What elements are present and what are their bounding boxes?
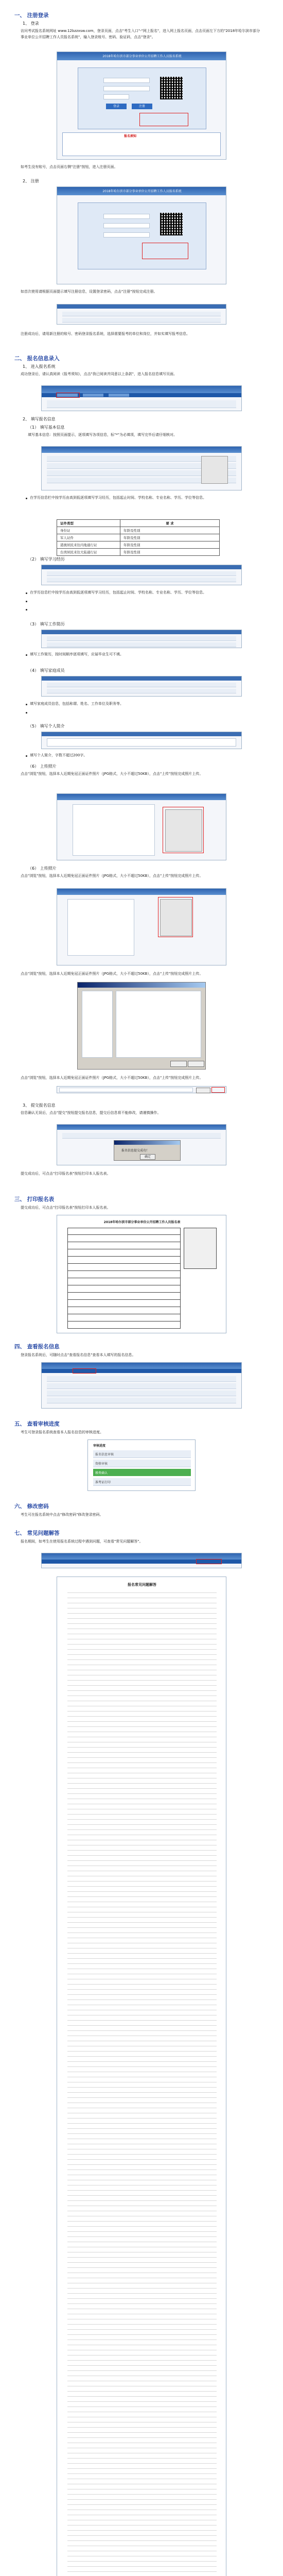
qr-code-icon: [160, 77, 183, 99]
highlight-box: [73, 1368, 96, 1374]
table-row: [57, 549, 220, 556]
highlight-box: [142, 243, 188, 259]
paragraph: 成功登录后，请认真阅读《报考须知》，点击"我已阅读并同意以上条款"，进入报名信息填写页面。: [21, 372, 177, 376]
bullet: [26, 704, 27, 705]
subsection-register: 2、 注册: [23, 179, 39, 183]
section-heading-print: 三、 打印报名表: [14, 1196, 55, 1202]
table-row: [57, 534, 220, 541]
subsection-upload: （6） 上传照片: [28, 866, 57, 871]
paragraph: 提交成功后，可点击"打印报名表"按钮打印本人报名表。: [21, 1172, 111, 1176]
family-screenshot: [41, 676, 242, 697]
bullet: [26, 601, 27, 602]
paragraph: 如首次使用请根据页面提示填写注册信息，设置登录密码，点击"注册"按钮完成注册。: [21, 290, 157, 294]
login-button[interactable]: 登录: [106, 104, 127, 109]
reg-field[interactable]: [103, 223, 150, 228]
intro-screenshot: [41, 732, 242, 749]
browse-button[interactable]: [196, 1088, 210, 1093]
paragraph: 登录报名系统后，可随时点击"查看报名信息"查看本人填写的报名信息。: [21, 1353, 136, 1357]
section-heading-entry: 二、 报名信息录入: [14, 355, 60, 362]
paragraph: 填写基本信息：按照页面提示，逐项填写各项信息，标"*"为必填项，填写完毕后请仔细核对。: [28, 433, 177, 437]
file-dialog: [77, 982, 206, 1070]
reg-field[interactable]: [103, 214, 150, 219]
education-screenshot: [41, 565, 242, 585]
subsection-fill-intro: （5） 填写个人简介: [28, 724, 65, 728]
table-header: 要 求: [120, 520, 220, 527]
table-cell: 年龄及性别: [120, 534, 220, 541]
faq-screenshot: [57, 1577, 226, 2576]
table-cell: 身份证: [57, 527, 120, 534]
subsection-photo: （6） 上传照片: [28, 764, 57, 769]
paragraph: 在学历信息栏中按学历由高到低逐项填写学习经历，包括起止时间、学校名称、专业名称、学历、学位等信息。: [30, 590, 206, 595]
bullet: [26, 654, 27, 656]
section-heading-password: 六、 修改密码: [14, 1503, 49, 1510]
subsection-fill-family: （4） 填写家庭成员: [28, 668, 65, 673]
progress-item: 资格审核: [95, 1462, 108, 1466]
table-row: [57, 527, 220, 534]
highlight-box: [56, 393, 80, 398]
faq-nav-screenshot: [41, 1553, 242, 1568]
photo-icon: [184, 1228, 217, 1269]
table-cell: 年龄及性别: [120, 527, 220, 534]
paragraph: 报名期间，如考生在使用报名系统过程中遇到问题，可查看"常见问题解答"。: [21, 1539, 143, 1544]
form-title: 2018年哈尔滨市部分事业单位公开招聘工作人员报名表: [103, 1221, 181, 1224]
subsection-fill: 2、 填写报名信息: [23, 417, 56, 421]
highlight-box: [163, 807, 204, 853]
reg-field[interactable]: [103, 232, 150, 238]
paragraph: 注册成功后，请用新注册的账号、密码登录报名系统，选择需要报考的单位和岗位，并如实填写报考信息。: [21, 332, 190, 336]
subsection-login: 1、 登录: [23, 21, 39, 26]
bullet: [26, 498, 27, 499]
paragraph: 填写家庭成员信息，包括称谓、姓名、工作单位及职务等。: [30, 702, 123, 706]
submit-screenshot: [57, 1124, 226, 1165]
section-heading-view: 四、 查看报名信息: [14, 1344, 60, 1350]
open-button[interactable]: [170, 1061, 187, 1067]
paragraph: 点击"浏览"按钮，选择本人近期免冠正面证件照片（JPG格式，大小不超过50KB），点击"上传"按钮完成照片上传。: [21, 772, 203, 776]
bullet: [26, 609, 27, 611]
view-info-screenshot: [41, 1362, 242, 1409]
progress-screenshot: [87, 1439, 196, 1491]
highlight-box: [139, 113, 188, 126]
captcha-field[interactable]: [103, 94, 129, 99]
progress-item: 缴费确认: [95, 1471, 108, 1475]
section-heading-faq: 七、 常见问题解答: [14, 1530, 60, 1536]
paragraph: 考生可登录报名系统查看本人报名信息的审核进度。: [21, 1430, 103, 1434]
paragraph: 点击"浏览"按钮，选择本人近期免冠正面证件照片（JPG格式，大小不超过50KB），点击"上传"按钮完成照片上传。: [21, 874, 203, 878]
table-cell: 年龄及性别: [120, 549, 220, 556]
subsection-enter: 1、 进入报名系统: [23, 364, 56, 369]
register-title: 2018年哈尔滨市部分事业单位公开招聘工作人员报名系统: [102, 190, 182, 193]
cancel-button[interactable]: [188, 1061, 204, 1067]
dialog-ok-button[interactable]: 确定: [140, 1154, 155, 1160]
photo-placeholder-icon: [201, 456, 228, 484]
progress-label: 审核进度: [93, 1444, 106, 1448]
paragraph: 填写个人简介，字数不超过200字。: [30, 753, 87, 757]
subsection-submit: 3、 提交报名信息: [23, 1103, 56, 1108]
paragraph: 提交成功后，可点击"打印报名表"按钮打印本人报名表。: [21, 1206, 111, 1210]
entry-screenshot: [41, 385, 242, 411]
work-screenshot: [41, 630, 242, 648]
paragraph: 如考生没有账号，点击页面右侧"注册"按钮，进入注册页面。: [21, 165, 118, 169]
table-cell: 台湾居民来往大陆通行证: [57, 549, 120, 556]
faq-title: 报名常见问题解答: [128, 1583, 156, 1587]
bullet: [26, 592, 27, 594]
print-form-screenshot: [57, 1215, 226, 1333]
table-cell: 港澳居民来往内地通行证: [57, 541, 120, 549]
login-screenshot: [57, 52, 226, 160]
qr-code-icon: [160, 213, 183, 235]
paragraph: 点击"浏览"按钮，选择本人近期免冠正面证件照片（JPG格式，大小不超过50KB），点击"上传"按钮完成照片上传。: [21, 972, 203, 976]
username-field[interactable]: [103, 78, 150, 83]
subsection-fill-edu: （2） 填写学习经历: [28, 557, 65, 562]
upload-dialog-screenshot: [57, 888, 226, 965]
notice-title: 报名须知: [124, 134, 137, 138]
id-type-table: [57, 519, 220, 556]
progress-item: 报名信息审核: [95, 1453, 114, 1456]
paragraph: 在学历信息栏中按学历由高到低逐项填写学习经历，包括起止时间、学校名称、专业名称、学历、学位等信息。: [30, 496, 206, 500]
bullet: [26, 755, 27, 757]
bullet: [26, 712, 27, 714]
paragraph: 访问考试报名系统网址 www.12bzzxsw.com，登录页面，点击"考生入口"-"网上报名"，进入网上报名页面，点击页面左下方的"2018年哈尔滨市部分事业单位公开招聘工作人员报名系统"，输入登录账号、密码、验证码，点击"登录"。: [21, 29, 260, 39]
table-row: [57, 541, 220, 549]
table-header: 证件类型: [57, 520, 120, 527]
reg-success-screenshot: [57, 304, 226, 325]
progress-item: 准考证打印: [95, 1481, 111, 1484]
photo-upload-screenshot: [57, 793, 226, 860]
table-cell: 军人证件: [57, 534, 120, 541]
basic-info-screenshot: [41, 446, 242, 490]
file-path-screenshot: [57, 1086, 226, 1093]
paragraph: 点击"浏览"按钮，选择本人近期免冠正面证件照片（JPG格式，大小不超过50KB），点击"上传"按钮完成照片上传。: [21, 1076, 203, 1080]
subsection-fill-work: （3） 填写工作简历: [28, 622, 65, 626]
password-field[interactable]: [103, 86, 150, 91]
highlight-box: [158, 897, 193, 937]
section-heading-register: 一、 注册登录: [14, 12, 49, 19]
dialog-message: 报名信息提交成功！: [121, 1149, 150, 1153]
section-heading-progress: 五、 查看审核进度: [14, 1421, 60, 1427]
login-title: 2018年哈尔滨市部分事业单位公开招聘工作人员报名系统: [102, 55, 182, 58]
highlight-box: [196, 1559, 222, 1564]
subsection-fill-basic: （1） 填写基本信息: [28, 425, 65, 430]
paragraph: 信息确认无误后，点击"提交"按钮提交报名信息，提交后信息将不能修改，请谨慎操作。: [21, 1111, 161, 1115]
register-screenshot: [57, 187, 226, 284]
register-button[interactable]: 注册: [132, 104, 152, 109]
highlight-box: [211, 1087, 225, 1093]
paragraph: 填写工作简历，按时间顺序逐项填写，应届毕业生可不填。: [30, 652, 123, 656]
paragraph: 考生可在报名系统中点击"修改密码"修改登录密码。: [21, 1513, 103, 1517]
table-cell: 年龄及性别: [120, 541, 220, 549]
